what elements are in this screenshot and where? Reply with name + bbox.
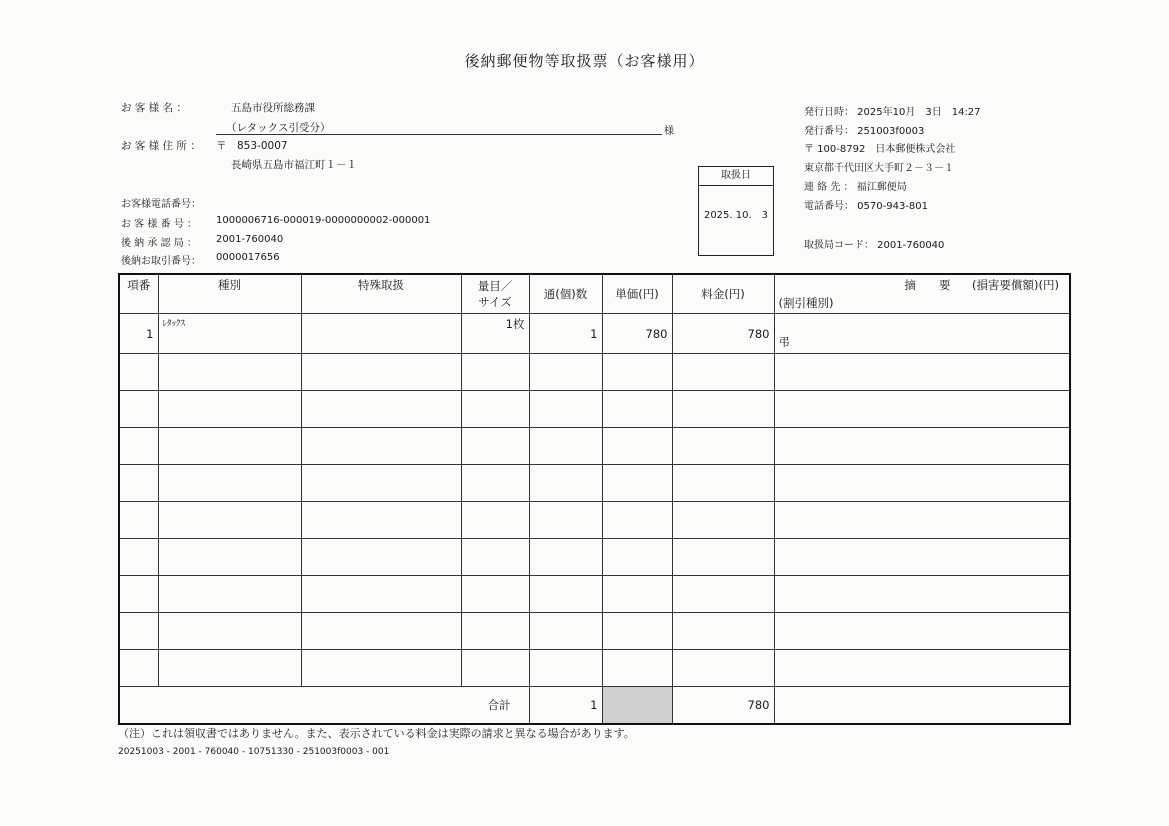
issuer-phone: 電話番号： 0570-943-801	[804, 201, 929, 212]
customer-address-label: お 客 様 住 所 ：	[121, 140, 201, 152]
row1-count: 1	[529, 314, 602, 354]
table-row	[119, 428, 1070, 465]
row1-no: 1	[119, 314, 158, 354]
table-row	[119, 354, 1070, 391]
name-underline	[216, 134, 662, 135]
approval-office-label: 後 納 承 認 局 ：	[121, 238, 197, 249]
office-code: 取扱局コード： 2001-760040	[804, 240, 945, 251]
customer-postal: 〒 853-0007	[216, 140, 288, 152]
table-row	[119, 650, 1070, 687]
table-row	[119, 613, 1070, 650]
total-count: 1	[529, 687, 602, 725]
customer-name: 五島市役所総務課	[231, 102, 315, 114]
header-special: 特殊取扱	[301, 274, 461, 314]
header-type: 種別	[158, 274, 301, 314]
header-summary-title: 摘 要	[904, 278, 951, 292]
total-fee: 780	[672, 687, 774, 725]
approval-office: 2001-760040	[216, 234, 284, 245]
table-row	[119, 465, 1070, 502]
header-summary-damage: (損害要償額)(円)	[972, 278, 1059, 292]
issuer-postal: 〒 100-8792 日本郵便株式会社	[804, 144, 956, 155]
total-unit-shaded	[602, 687, 672, 725]
table-row	[119, 502, 1070, 539]
table-row	[119, 539, 1070, 576]
handling-date-box	[698, 166, 774, 256]
header-size-line1: 量目／	[477, 279, 513, 293]
handling-date: 2025. 10. 3	[703, 210, 769, 221]
header-size	[461, 274, 529, 314]
row1-fee: 780	[672, 314, 774, 354]
header-size-line2: サイズ	[478, 295, 512, 309]
header-fee: 料金(円)	[672, 274, 774, 314]
header-unit-price: 単価(円)	[602, 274, 672, 314]
disclaimer-note: （注）これは領収書ではありません。また、表示されている料金は実際の請求と異なる場合があります。	[118, 727, 635, 740]
deal-number-label: 後納お取引番号：	[121, 256, 201, 267]
issuer-address: 東京都千代田区大手町２－３－１	[804, 163, 954, 174]
header-count: 通(個)数	[529, 274, 602, 314]
customer-number: 1000006716-000019-0000000002-000001	[216, 215, 431, 226]
header-summary-discount: (割引種別)	[778, 296, 834, 310]
issuer-contact: 連 絡 先 ： 福江郵便局	[804, 182, 907, 193]
issue-number: 発行番号： 251003f0003	[804, 126, 925, 137]
row1-unit-price: 780	[602, 314, 672, 354]
document-title: 後納郵便物等取扱票（お客様用）	[464, 52, 705, 70]
row1-special	[301, 314, 461, 354]
handling-date-header: 取扱日	[699, 167, 773, 186]
issued-at: 発行日時： 2025年10月 3日 14:27	[804, 107, 981, 118]
total-row	[119, 687, 1070, 725]
customer-phone-label: お客様電話番号：	[121, 199, 201, 210]
sama-suffix: 様	[664, 126, 674, 137]
header-no: 項番	[119, 274, 158, 314]
deal-number: 0000017656	[216, 252, 280, 263]
row1-type: ﾚﾀｯｸｽ	[158, 314, 301, 354]
customer-name-label: お 客 様 名 ：	[121, 102, 187, 114]
row1-size: 1枚	[461, 314, 529, 354]
total-label: 合計	[119, 687, 529, 725]
table-row	[119, 314, 1070, 354]
row1-summary: 弔	[774, 314, 1070, 354]
customer-sub-name: （レタックス引受分）	[226, 122, 331, 134]
header-summary	[774, 274, 1070, 314]
postal-items-table	[118, 273, 1071, 725]
table-row	[119, 391, 1070, 428]
total-summary	[774, 687, 1070, 725]
table-header-row	[119, 274, 1070, 314]
customer-address: 長崎県五島市福江町１－１	[231, 159, 357, 171]
customer-number-label: お 客 様 番 号 ：	[121, 219, 197, 230]
footer-code: 20251003 - 2001 - 760040 - 10751330 - 251003f0003 - 001	[118, 747, 390, 757]
table-row	[119, 576, 1070, 613]
